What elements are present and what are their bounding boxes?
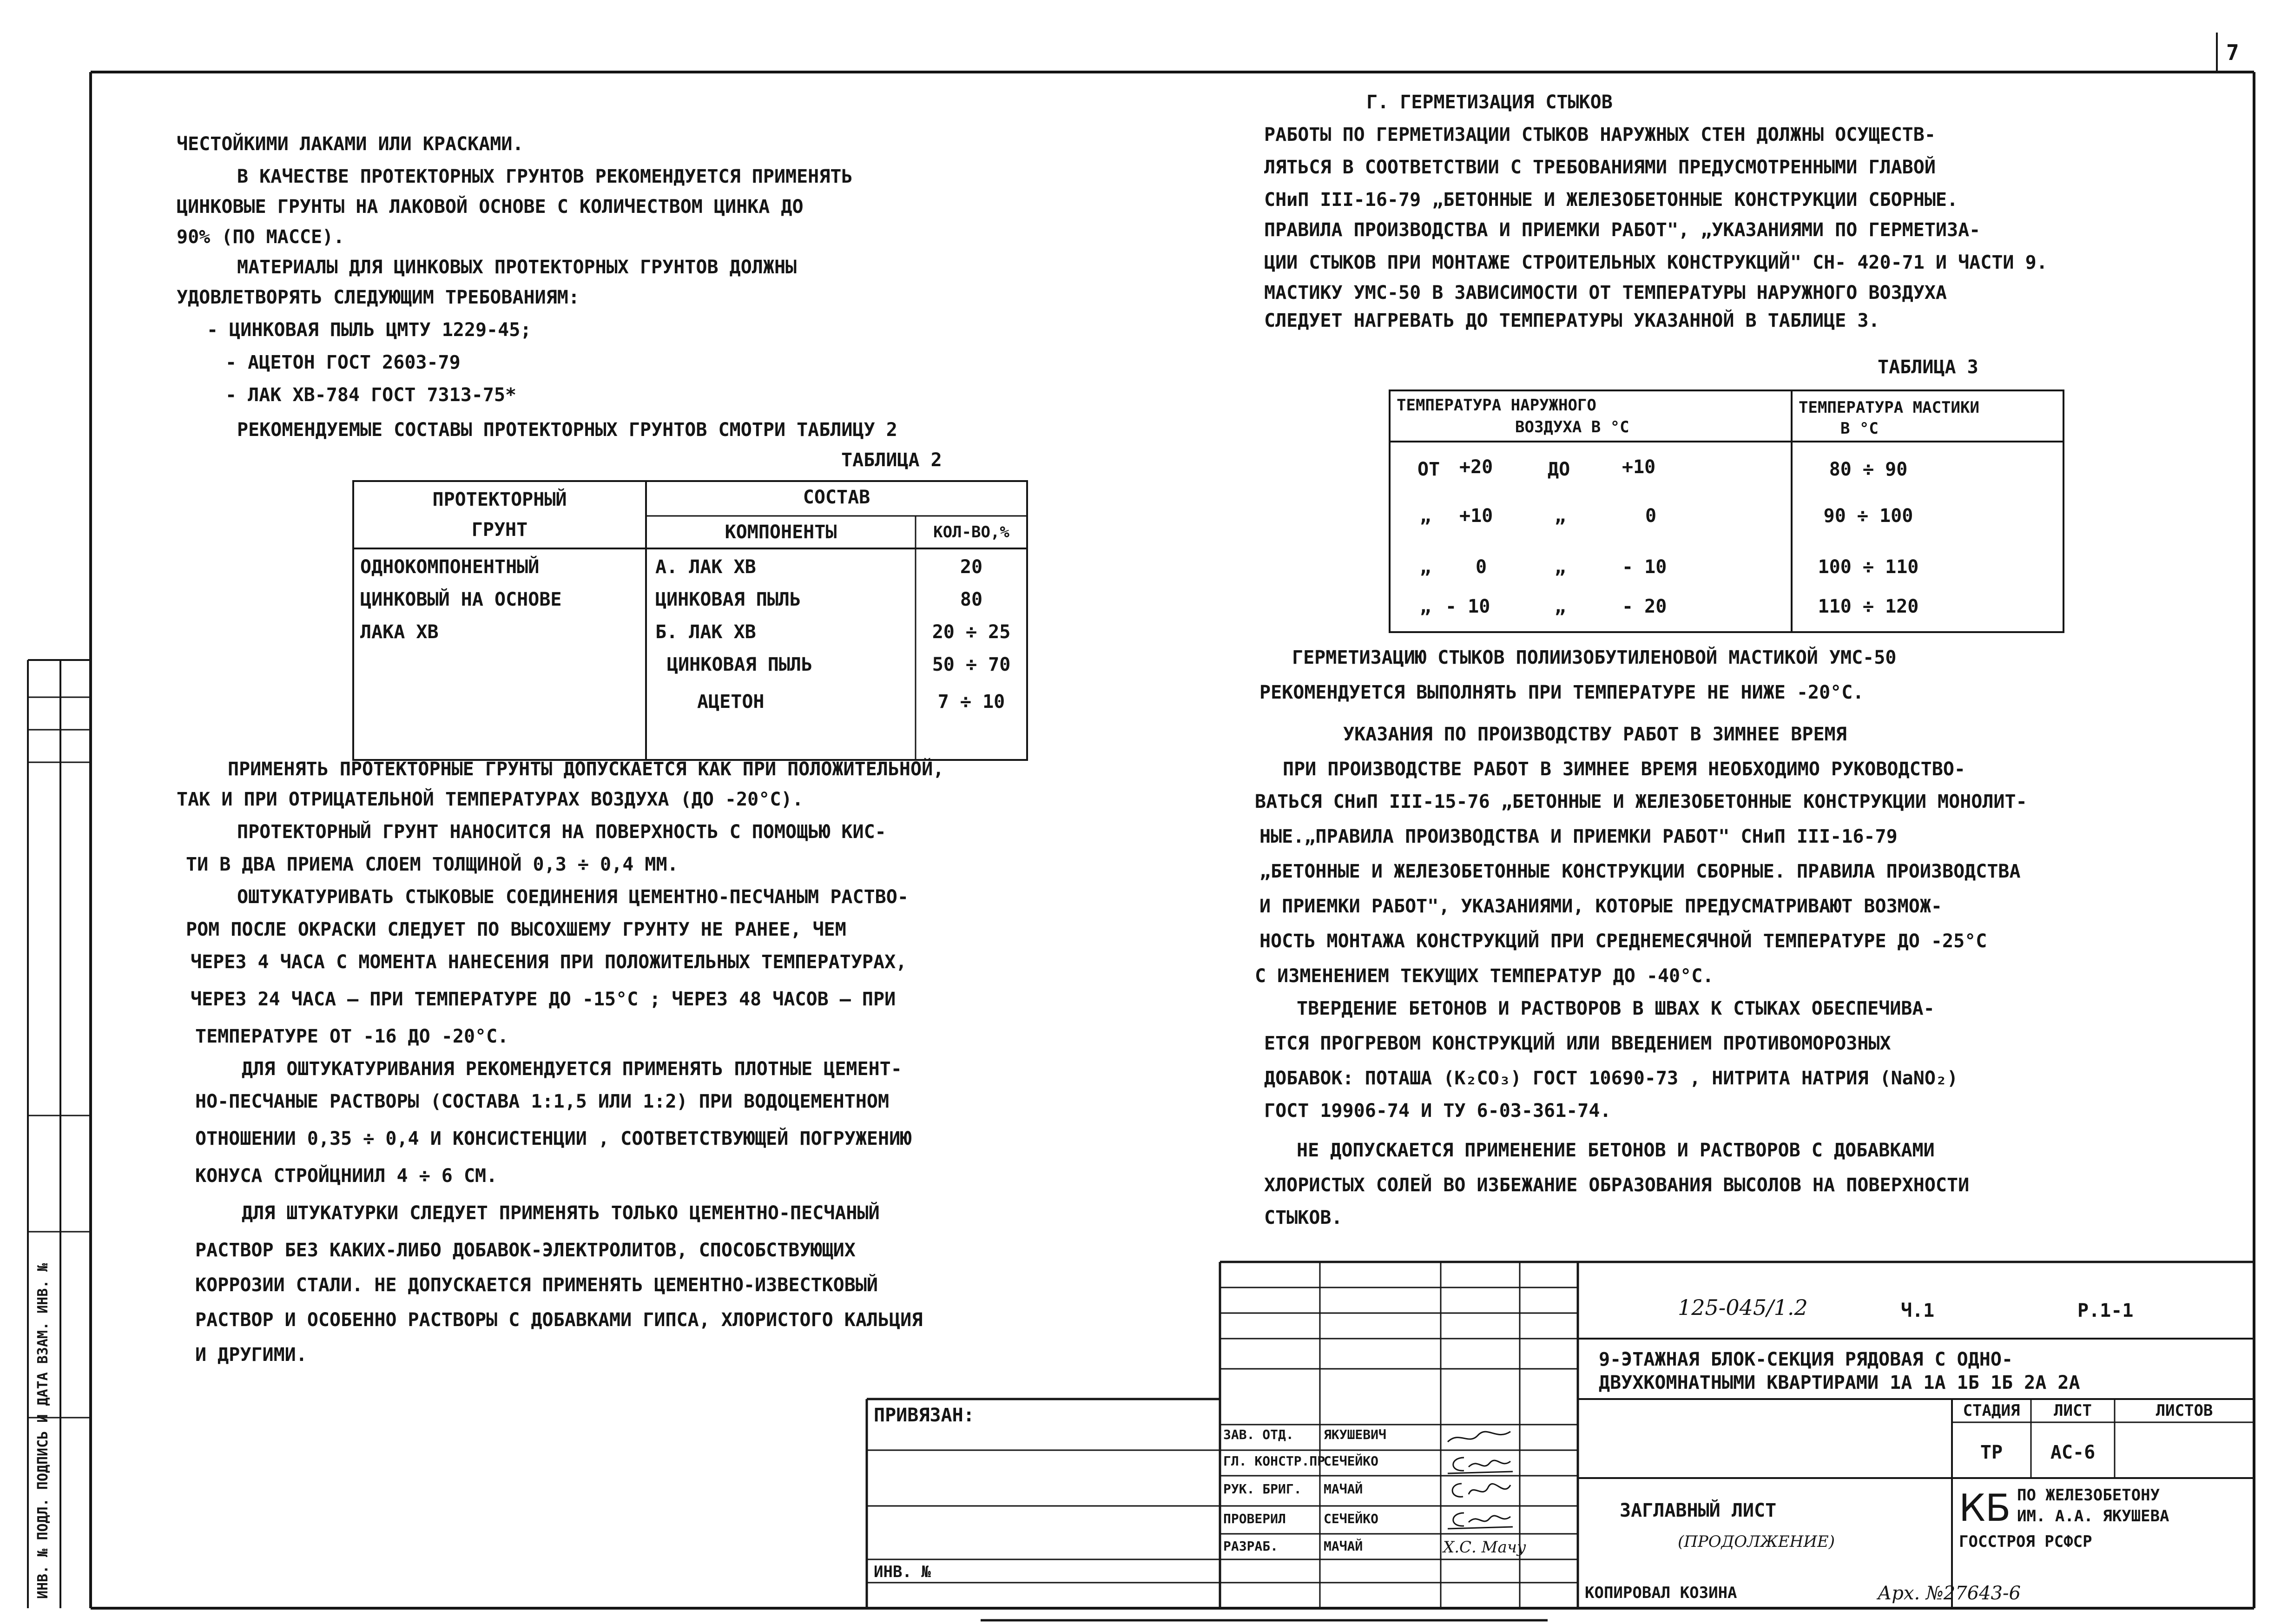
text-line: РАБОТЫ ПО ГЕРМЕТИЗАЦИИ СТЫКОВ НАРУЖНЫХ СТЕН ДОЛЖНЫ ОСУЩЕСТВ- <box>1264 124 1936 145</box>
table-cell: +20 <box>1459 456 1493 478</box>
text-line: РЕКОМЕНДУЕТСЯ ВЫПОЛНЯТЬ ПРИ ТЕМПЕРАТУРЕ НЕ НИЖЕ -20°С. <box>1259 682 1864 703</box>
role-label: ПРОВЕРИЛ <box>1223 1511 1286 1526</box>
organization-logo: КБ <box>1959 1486 2011 1530</box>
table-header-components: КОМПОНЕНТЫ <box>725 522 837 543</box>
page-number: 7 <box>2226 40 2239 65</box>
text-line: - ЦИНКОВАЯ ПЫЛЬ ЦМТУ 1229-45; <box>207 319 532 341</box>
text-line: ЧЕРЕЗ 24 ЧАСА — ПРИ ТЕМПЕРАТУРЕ ДО -15°С ; ЧЕРЕЗ 48 ЧАСОВ — ПРИ <box>191 989 896 1010</box>
table-header-air: ТЕМПЕРАТУРА НАРУЖНОГО <box>1397 396 1596 415</box>
table-cell: 20 ÷ 25 <box>932 621 1011 643</box>
role-name: ЯКУШЕВИЧ <box>1324 1427 1386 1442</box>
text-line: РАСТВОР БЕЗ КАКИХ-ЛИБО ДОБАВОК-ЭЛЕКТРОЛИТОВ, СПОСОБСТВУЮЩИХ <box>195 1240 856 1261</box>
copied-by: КОПИРОВАЛ КОЗИНА <box>1585 1584 1737 1602</box>
text-line: КОРРОЗИИ СТАЛИ. НЕ ДОПУСКАЕТСЯ ПРИМЕНЯТЬ ЦЕМЕНТНО-ИЗВЕСТКОВЫЙ <box>195 1274 878 1296</box>
table-header-air: ВОЗДУХА В °С <box>1515 418 1629 436</box>
text-line: СНиП III-16-79 „БЕТОННЫЕ И ЖЕЛЕЗОБЕТОННЫЕ КОНСТРУКЦИИ СБОРНЫЕ. <box>1264 189 1958 211</box>
text-line: ПРИ ПРОИЗВОДСТВЕ РАБОТ В ЗИМНЕЕ ВРЕМЯ НЕОБХОДИМО РУКОВОДСТВО- <box>1283 759 1966 780</box>
sheet-label: ЛИСТ <box>2054 1401 2092 1420</box>
text-line: ТВЕРДЕНИЕ БЕТОНОВ И РАСТВОРОВ В ШВАХ К СТЫКАХ ОБЕСПЕЧИВА- <box>1297 998 1935 1019</box>
signature-text: Х.С. Мачу <box>1443 1538 1526 1557</box>
project-description: 9-ЭТАЖНАЯ БЛОК-СЕКЦИЯ РЯДОВАЯ С ОДНО- <box>1599 1349 2013 1370</box>
table-header-primer: ПРОТЕКТОРНЫЙ <box>432 489 567 510</box>
privyazan-label: ПРИВЯЗАН: <box>874 1405 975 1426</box>
signature-mark <box>1445 1427 1515 1448</box>
text-line: ДОБАВОК: ПОТАША (К₂СО₃) ГОСТ 10690-73 , НИТРИТА НАТРИЯ (NaNO₂) <box>1264 1068 1958 1089</box>
table-cell: 7 ÷ 10 <box>937 691 1005 713</box>
archive-number: Арх. №27643-6 <box>1878 1583 2021 1604</box>
document-part: Ч.1 <box>1901 1300 1935 1321</box>
table-cell: 50 ÷ 70 <box>932 654 1011 675</box>
text-line: „БЕТОННЫЕ И ЖЕЛЕЗОБЕТОННЫЕ КОНСТРУКЦИИ СБОРНЫЕ. ПРАВИЛА ПРОИЗВОДСТВА <box>1259 861 2021 882</box>
table-header-primer: ГРУНТ <box>471 519 528 541</box>
text-line: НОСТЬ МОНТАЖА КОНСТРУКЦИЙ ПРИ СРЕДНЕМЕСЯЧНОЙ ТЕМПЕРАТУРЕ ДО -25°С <box>1259 931 1987 952</box>
table-cell: 20 <box>960 556 983 578</box>
table-cell: „ <box>1420 505 1431 527</box>
text-line: РОМ ПОСЛЕ ОКРАСКИ СЛЕДУЕТ ПО ВЫСОХШЕМУ ГРУНТУ НЕ РАНЕЕ, ЧЕМ <box>186 919 846 940</box>
text-line: КОНУСА СТРОЙЦНИИЛ 4 ÷ 6 СМ. <box>195 1165 498 1187</box>
signature-mark <box>1445 1478 1515 1504</box>
text-line: ОТНОШЕНИИ 0,35 ÷ 0,4 И КОНСИСТЕНЦИИ , СООТВЕТСТВУЮЩЕЙ ПОГРУЖЕНИЮ <box>195 1128 912 1149</box>
role-name: СЕЧЕЙКО <box>1324 1511 1379 1526</box>
section-heading: Г. ГЕРМЕТИЗАЦИЯ СТЫКОВ <box>1366 92 1613 113</box>
table-cell: 90 ÷ 100 <box>1823 505 1913 527</box>
text-line: НЫЕ.„ПРАВИЛА ПРОИЗВОДСТВА И ПРИЕМКИ РАБОТ" СНиП III-16-79 <box>1259 826 1898 847</box>
text-line: С ИЗМЕНЕНИЕМ ТЕКУЩИХ ТЕМПЕРАТУР ДО -40°С. <box>1255 965 1714 987</box>
text-line: В КАЧЕСТВЕ ПРОТЕКТОРНЫХ ГРУНТОВ РЕКОМЕНДУЕТСЯ ПРИМЕНЯТЬ <box>237 166 853 187</box>
text-line: ЛЯТЬСЯ В СООТВЕТСТВИИ С ТРЕБОВАНИЯМИ ПРЕДУСМОТРЕННЫМИ ГЛАВОЙ <box>1264 157 1936 178</box>
text-line: 90% (ПО МАССЕ). <box>177 226 345 248</box>
text-line: ВАТЬСЯ СНиП III-15-76 „БЕТОННЫЕ И ЖЕЛЕЗОБЕТОННЫЕ КОНСТРУКЦИИ МОНОЛИТ- <box>1255 791 2027 812</box>
role-name: СЕЧЕЙКО <box>1324 1453 1379 1469</box>
text-line: И ДРУГИМИ. <box>195 1344 307 1366</box>
stage-value: ТР <box>1980 1442 2003 1463</box>
table-cell: - 10 <box>1622 556 1667 578</box>
text-line: ОШТУКАТУРИВАТЬ СТЫКОВЫЕ СОЕДИНЕНИЯ ЦЕМЕНТНО-ПЕСЧАНЫМ РАСТВО- <box>237 886 909 908</box>
text-line: ПРАВИЛА ПРОИЗВОДСТВА И ПРИЕМКИ РАБОТ", „УКАЗАНИЯМИ ПО ГЕРМЕТИЗА- <box>1264 219 1981 241</box>
document-section: Р.1-1 <box>2077 1300 2134 1321</box>
sheet-title: ЗАГЛАВНЫЙ ЛИСТ <box>1620 1500 1777 1521</box>
inventory-number-label: ИНВ. № <box>874 1563 931 1581</box>
sheet-value: АС-6 <box>2050 1442 2096 1463</box>
text-line: ТИ В ДВА ПРИЕМА СЛОЕМ ТОЛЩИНОЙ 0,3 ÷ 0,4 ММ. <box>186 854 679 875</box>
table-caption: ТАБЛИЦА 3 <box>1878 356 1978 378</box>
signature-mark <box>1445 1508 1515 1532</box>
role-label: РАЗРАБ. <box>1223 1538 1279 1554</box>
table-cell: ЦИНКОВАЯ ПЫЛЬ <box>655 589 801 610</box>
table-cell: +10 <box>1459 505 1493 527</box>
text-line: - ЛАК ХВ-784 ГОСТ 7313-75* <box>225 384 517 406</box>
organization-name: ИМ. А.А. ЯКУШЕВА <box>2017 1507 2169 1525</box>
table-cell: „ <box>1555 596 1566 617</box>
text-line: ДЛЯ ШТУКАТУРКИ СЛЕДУЕТ ПРИМЕНЯТЬ ТОЛЬКО ЦЕМЕНТНО-ПЕСЧАНЫЙ <box>242 1202 880 1224</box>
text-line: ТАК И ПРИ ОТРИЦАТЕЛЬНОЙ ТЕМПЕРАТУРАХ ВОЗДУХА (ДО -20°С). <box>177 789 804 810</box>
table-header-quantity: КОЛ-ВО,% <box>933 523 1009 541</box>
table-cell: 110 ÷ 120 <box>1818 596 1919 617</box>
text-line: ПРИМЕНЯТЬ ПРОТЕКТОРНЫЕ ГРУНТЫ ДОПУСКАЕТСЯ КАК ПРИ ПОЛОЖИТЕЛЬНОЙ, <box>228 759 944 780</box>
role-name: МАЧАЙ <box>1324 1481 1363 1497</box>
stage-label: СТАДИЯ <box>1963 1401 2020 1420</box>
table-cell: ДО <box>1548 459 1570 480</box>
text-line: СТЫКОВ. <box>1264 1207 1343 1228</box>
table-cell: 0 <box>1645 505 1657 527</box>
table-cell: ЦИНКОВЫЙ НА ОСНОВЕ <box>360 589 562 610</box>
text-line: МАТЕРИАЛЫ ДЛЯ ЦИНКОВЫХ ПРОТЕКТОРНЫХ ГРУНТОВ ДОЛЖНЫ <box>237 257 797 278</box>
text-line: НО-ПЕСЧАНЫЕ РАСТВОРЫ (СОСТАВА 1:1,5 ИЛИ 1:2) ПРИ ВОДОЦЕМЕНТНОМ <box>195 1091 890 1112</box>
text-line: ЧЕСТОЙКИМИ ЛАКАМИ ИЛИ КРАСКАМИ. <box>177 133 524 155</box>
side-stamp-label: ИНВ. № ПОДЛ. ПОДПИСЬ И ДАТА ВЗАМ. ИНВ. № <box>35 1263 51 1599</box>
text-line: ЧЕРЕЗ 4 ЧАСА С МОМЕНТА НАНЕСЕНИЯ ПРИ ПОЛОЖИТЕЛЬНЫХ ТЕМПЕРАТУРАХ, <box>191 951 907 973</box>
text-line: МАСТИКУ УМС-50 В ЗАВИСИМОСТИ ОТ ТЕМПЕРАТУРЫ НАРУЖНОГО ВОЗДУХА <box>1264 282 1947 304</box>
table-header-mastic: ТЕМПЕРАТУРА МАСТИКИ <box>1799 398 1979 417</box>
table-cell: - 20 <box>1622 596 1667 617</box>
text-line: ГЕРМЕТИЗАЦИЮ СТЫКОВ ПОЛИИЗОБУТИЛЕНОВОЙ МАСТИКОЙ УМС-50 <box>1292 647 1897 668</box>
project-description: ДВУХКОМНАТНЫМИ КВАРТИРАМИ 1А 1А 1Б 1Б 2А 2А <box>1599 1372 2080 1393</box>
text-line: ЕТСЯ ПРОГРЕВОМ КОНСТРУКЦИЙ ИЛИ ВВЕДЕНИЕМ ПРОТИВОМОРОЗНЫХ <box>1264 1033 1891 1054</box>
text-line: ТЕМПЕРАТУРЕ ОТ -16 ДО -20°С. <box>195 1026 509 1047</box>
signature-mark <box>1445 1453 1515 1476</box>
table-cell: „ <box>1555 505 1566 527</box>
table-cell: ОТ <box>1417 459 1440 480</box>
table-header-mastic: В °С <box>1840 419 1879 438</box>
text-line: ЦИИ СТЫКОВ ПРИ МОНТАЖЕ СТРОИТЕЛЬНЫХ КОНСТРУКЦИЙ" СН- 420-71 И ЧАСТИ 9. <box>1264 252 2048 273</box>
sheets-label: ЛИСТОВ <box>2156 1401 2213 1420</box>
text-line: НЕ ДОПУСКАЕТСЯ ПРИМЕНЕНИЕ БЕТОНОВ И РАСТВОРОВ С ДОБАВКАМИ <box>1297 1140 1935 1161</box>
table-cell: ОДНОКОМПОНЕНТНЫЙ <box>360 556 540 578</box>
table-cell: 80 ÷ 90 <box>1829 459 1908 480</box>
text-line: УДОВЛЕТВОРЯТЬ СЛЕДУЮЩИМ ТРЕБОВАНИЯМ: <box>177 287 580 308</box>
text-line: ХЛОРИСТЫХ СОЛЕЙ ВО ИЗБЕЖАНИЕ ОБРАЗОВАНИЯ ВЫСОЛОВ НА ПОВЕРХНОСТИ <box>1264 1175 1970 1196</box>
text-line: СЛЕДУЕТ НАГРЕВАТЬ ДО ТЕМПЕРАТУРЫ УКАЗАННОЙ В ТАБЛИЦЕ 3. <box>1264 310 1880 331</box>
text-line: РЕКОМЕНДУЕМЫЕ СОСТАВЫ ПРОТЕКТОРНЫХ ГРУНТОВ СМОТРИ ТАБЛИЦУ 2 <box>237 419 897 441</box>
table-cell: Б. ЛАК ХВ <box>655 621 756 643</box>
role-label: ЗАВ. ОТД. <box>1223 1427 1294 1442</box>
sheet-title-continued: (ПРОДОЛЖЕНИЕ) <box>1678 1532 1835 1551</box>
table-cell: 80 <box>960 589 983 610</box>
table-cell: 100 ÷ 110 <box>1818 556 1919 578</box>
table-cell: +10 <box>1622 456 1656 478</box>
table-cell: - 10 <box>1445 596 1490 617</box>
organization-name: ГОССТРОЯ РСФСР <box>1959 1532 2092 1551</box>
table-cell: „ <box>1420 556 1431 578</box>
table-cell: ЛАКА ХВ <box>360 621 439 643</box>
table-cell: АЦЕТОН <box>697 691 765 713</box>
role-name: МАЧАЙ <box>1324 1538 1363 1554</box>
table-cell: 0 <box>1476 556 1487 578</box>
text-line: - АЦЕТОН ГОСТ 2603-79 <box>225 352 461 373</box>
document-code: 125-045/1.2 <box>1678 1295 1808 1320</box>
text-line: ПРОТЕКТОРНЫЙ ГРУНТ НАНОСИТСЯ НА ПОВЕРХНОСТЬ С ПОМОЩЬЮ КИС- <box>237 821 886 843</box>
text-line: ДЛЯ ОШТУКАТУРИВАНИЯ РЕКОМЕНДУЕТСЯ ПРИМЕНЯТЬ ПЛОТНЫЕ ЦЕМЕНТ- <box>242 1058 902 1080</box>
table-cell: „ <box>1420 596 1431 617</box>
table-caption: ТАБЛИЦА 2 <box>841 449 942 471</box>
table-cell: А. ЛАК ХВ <box>655 556 756 578</box>
text-line: РАСТВОР И ОСОБЕННО РАСТВОРЫ С ДОБАВКАМИ ГИПСА, ХЛОРИСТОГО КАЛЬЦИЯ <box>195 1309 923 1331</box>
organization-name: ПО ЖЕЛЕЗОБЕТОНУ <box>2017 1486 2160 1505</box>
table-header-composition: СОСТАВ <box>803 487 870 508</box>
text-line: ГОСТ 19906-74 И ТУ 6-03-361-74. <box>1264 1100 1611 1122</box>
role-label: ГЛ. КОНСТР.ПР <box>1223 1453 1325 1469</box>
table-cell: ЦИНКОВАЯ ПЫЛЬ <box>667 654 813 675</box>
text-line: И ПРИЕМКИ РАБОТ", УКАЗАНИЯМИ, КОТОРЫЕ ПРЕДУСМАТРИВАЮТ ВОЗМОЖ- <box>1259 896 1943 917</box>
table-cell: „ <box>1555 556 1566 578</box>
role-label: РУК. БРИГ. <box>1223 1481 1302 1497</box>
section-heading: УКАЗАНИЯ ПО ПРОИЗВОДСТВУ РАБОТ В ЗИМНЕЕ ВРЕМЯ <box>1343 724 1847 745</box>
text-line: ЦИНКОВЫЕ ГРУНТЫ НА ЛАКОВОЙ ОСНОВЕ С КОЛИЧЕСТВОМ ЦИНКА ДО <box>177 196 804 218</box>
